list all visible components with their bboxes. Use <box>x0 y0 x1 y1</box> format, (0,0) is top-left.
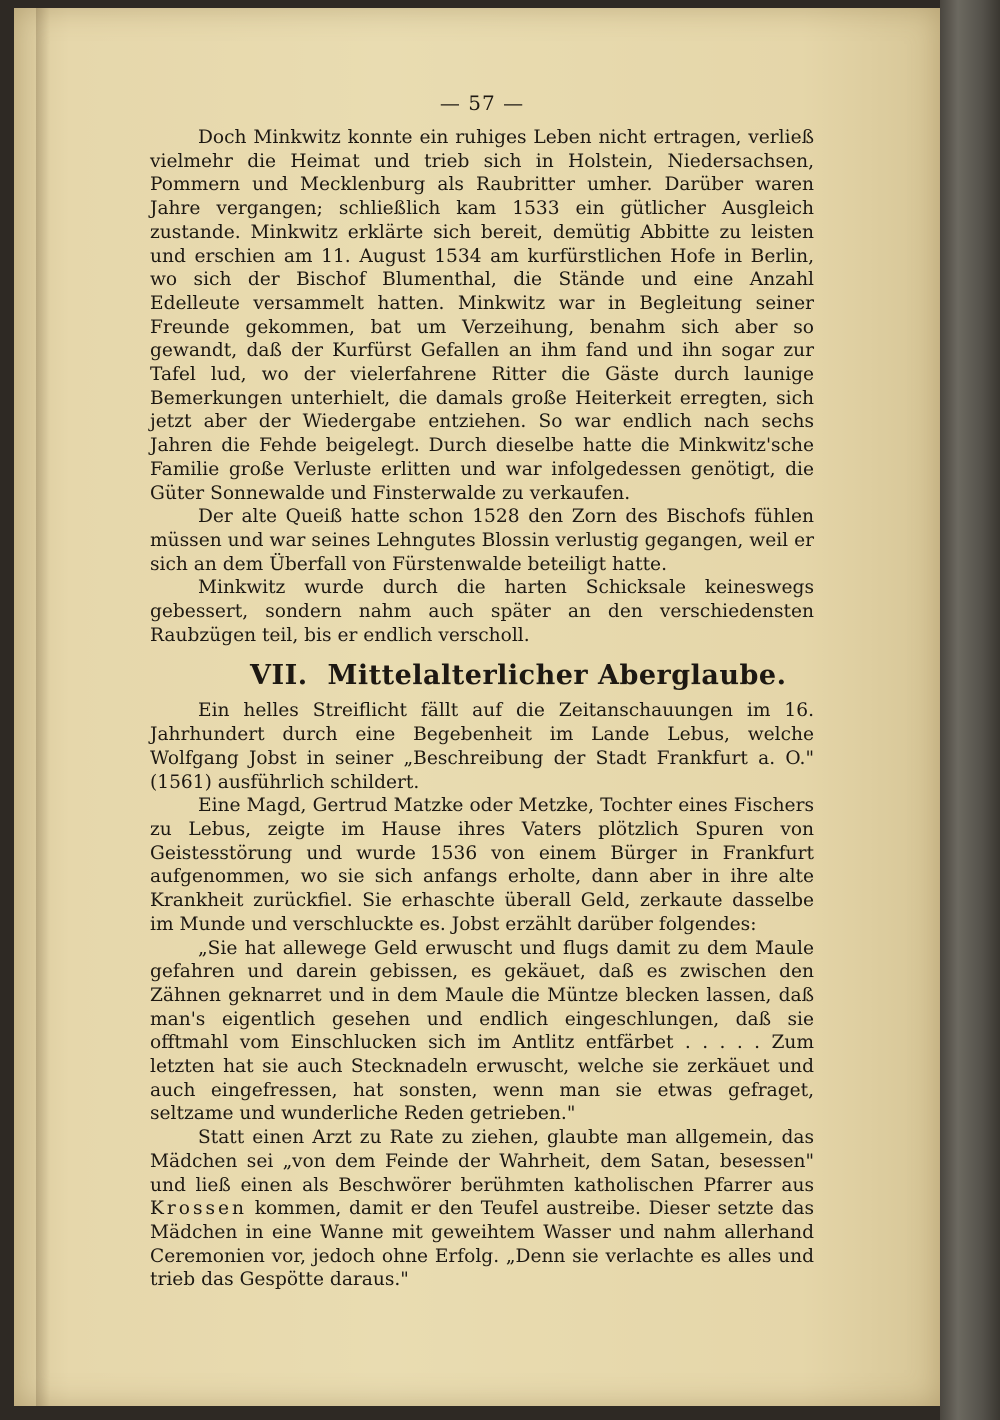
page-number: — 57 — <box>439 91 525 115</box>
quotation-paragraph: „Sie hat allewege Geld erwuscht und flugs damit zu dem Maule gefahren und darein gebissen, es gekäuet, daß es zwischen den Zähnen geknarret und in dem Maule die Müntze blecken lassen, daß man's eigentlich gesehen und endlich eingeschlungen, daß sie offtmahl vom Einschlucken sich im Antlitz entfärbet . . . . . Zum letzten hat sie auch Stecknadeln erwuscht, welche sie zerkäuet und auch eingefressen, hat sonsten, wenn man sie etwas gefraget, seltzame und wunderliche Reden getrieben." <box>150 937 814 1125</box>
section-heading <box>150 659 814 693</box>
paragraph <box>150 1126 814 1292</box>
paragraph: Minkwitz wurde durch die harten Schicksale keineswegs gebessert, sondern nahm auch später an den verschiedensten Raubzügen teil, bis er endlich verscholl. <box>150 577 814 646</box>
page-text <box>150 90 814 1292</box>
paragraph: Der alte Queiß hatte schon 1528 den Zorn des Bischofs fühlen müssen und war seines Lehngutes Blossin verlustig gegangen, weil er sich an dem Überfall von Fürstenwalde beteiligt hatte. <box>150 506 814 575</box>
place-name-spaced: Krossen <box>150 1198 248 1220</box>
paragraph: Eine Magd, Gertrud Matzke oder Metzke, Tochter eines Fischers zu Lebus, zeigte im Hause ihres Vaters plötzlich Spuren von Geistesstörung und wurde 1536 von einem Bürger in Frankfurt aufgenommen, wo sie sich anfangs erholte, dann aber in ihre alte Krankheit zurückfiel. Sie erhaschte überall Geld, zerkaute dasselbe im Munde und verschluckte es. Jobst erzählt darüber folgendes: <box>150 795 814 935</box>
paragraph: Ein helles Streiflicht fällt auf die Zeitanschauungen im 16. Jahrhundert durch eine Begebenheit im Lande Lebus, welche Wolfgang Jobst in seiner „Beschreibung der Stadt Frankfurt a. O." (1561) ausführlich schildert. <box>150 700 814 793</box>
section-numeral: VII. <box>250 660 308 692</box>
book-cover-edge <box>940 0 1000 1420</box>
section-title: Mittelalterlicher Aberglaube. <box>327 660 787 692</box>
paragraph-text: kommen, damit er den Teufel austreibe. Dieser setzte das Mädchen in eine Wanne mit geweihtem Wasser und nahm allerhand Ceremonien vor, jedoch ohne Erfolg. „Denn sie verlachte es alles und trieb das Gespötte daraus." <box>150 1198 814 1291</box>
paragraph: Doch Minkwitz konnte ein ruhiges Leben nicht ertragen, verließ vielmehr die Heimat und trieb sich in Holstein, Niedersachsen, Pommern und Mecklenburg als Raubritter umher. Darüber waren Jahre vergangen; schließlich kam 1533 ein gütlicher Ausgleich zustande. Minkwitz erklärte sich bereit, demütig Abbitte zu leisten und erschien am 11. August 1534 am kurfürstlichen Hofe in Berlin, wo sich der Bischof Blumenthal, die Stände und eine Anzahl Edelleute versammelt hatten. Minkwitz war in Begleitung seiner Freunde gekommen, bat um Verzeihung, benahm sich aber so gewandt, daß der Kurfürst Gefallen an ihm fand und ihn sogar zur Tafel lud, wo der vielerfahrene Ritter die Gäste durch launige Bemerkungen unterhielt, die damals große Heiterkeit erregten, sich jetzt aber der Wiedergabe entziehen. So war endlich nach sechs Jahren die Fehde beigelegt. Durch dieselbe hatte die Minkwitz'sche Familie große Verluste erlitten und war infolgedessen genötigt, die Güter Sonnewalde und Finsterwalde zu verkaufen. <box>150 127 814 504</box>
page-gutter-shadow <box>36 8 50 1406</box>
paragraph-text: Statt einen Arzt zu Rate zu ziehen, glaubte man allgemein, das Mädchen sei „von dem Feinde der Wahrheit, dem Satan, besessen" und ließ einen als Beschwörer berühmten katholischen Pfarrer aus <box>150 1127 814 1196</box>
